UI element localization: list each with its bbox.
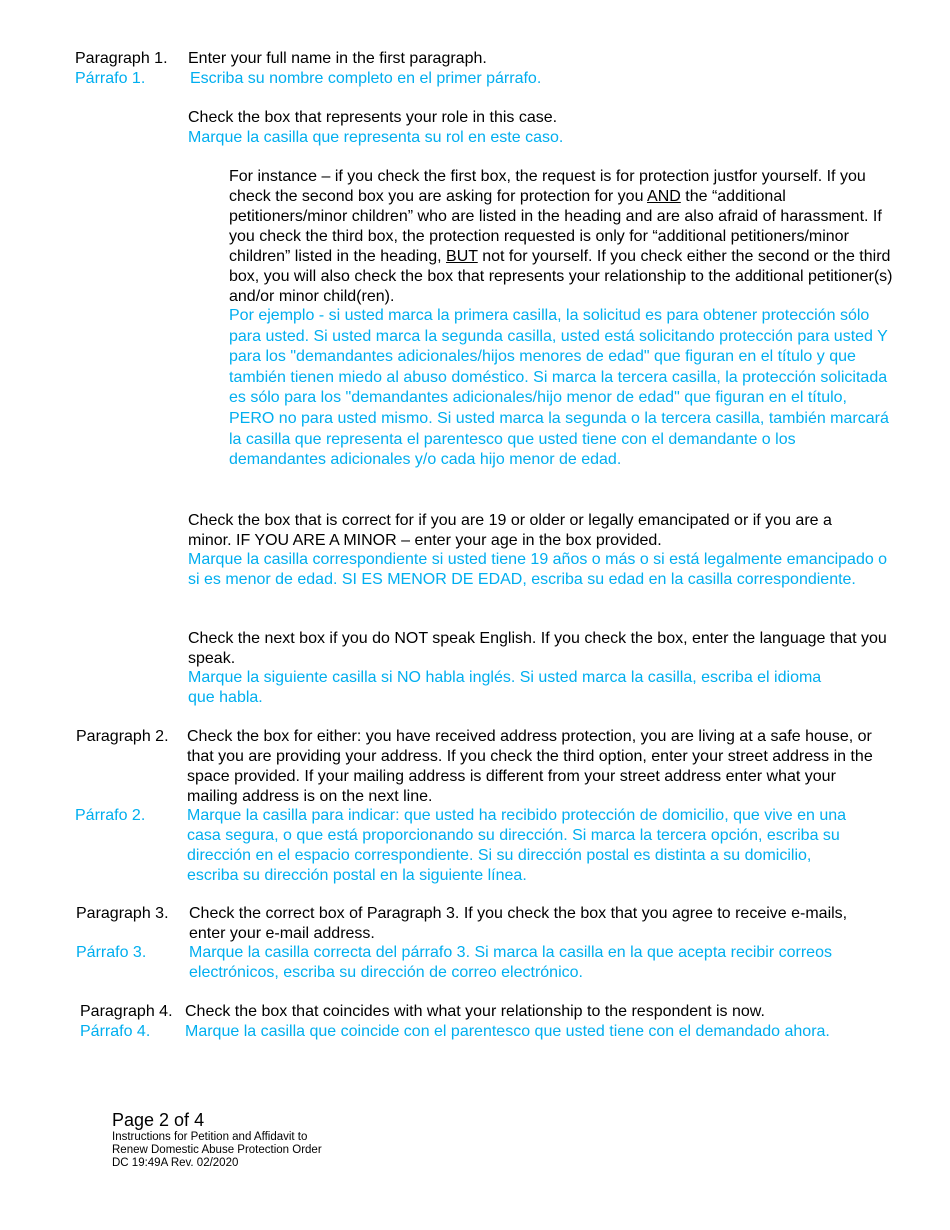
paragraph-4 [80,1002,910,1042]
age-text-es: Marque la casilla correspondiente si usted tiene 19 años o más o si está legalmente emancipado o si es menor de edad. SI ES MENOR DE EDAD, escriba su edad en la casilla correspondiente. [188,551,888,588]
paragraph-4-label-en: Paragraph 4. [80,1003,173,1020]
paragraph-1-text-es: Escriba su nombre completo en el primer párrafo. [190,70,542,87]
footer-line-2: Renew Domestic Abuse Protection Order [112,1144,322,1156]
paragraph-3-label-es: Párrafo 3. [76,944,147,961]
paragraph-2-label-es: Párrafo 2. [75,807,146,824]
paragraph-2-text-es: Marque la casilla para indicar: que usted ha recibido protección de domicilio, que vive en una casa segura, o que está proporcionando su dirección. Si marca la tercera opción, escriba su dirección en el espacio correspondiente. Si su dirección postal es distinta a su domicilio, escriba su dirección postal en la siguiente línea. [187,807,847,884]
paragraph-3-text-en: Check the correct box of Paragraph 3. If you check the box that you agree to receive e-mails, enter your e-mail address. [189,905,848,942]
paragraph-1-header [75,49,895,89]
paragraph-4-text-es: Marque la casilla que coincide con el parentesco que usted tiene con el demandado ahora. [185,1023,830,1040]
paragraph-1-label-es: Párrafo 1. [75,70,146,87]
instance-text-en: For instance – if you check the first box, the request is for protection justfor yourself. If you check the second box you are asking for protection for you AND the “additional petitioners/minor children” who are listed in the heading and are also afraid of harassment. If you check the third box, the protection requested is only for “additional petitioners/minor children” listed in the heading, BUT not for yourself. If you check either the second or the third box, you will also check the box that represents your relationship to the additional petitioner(s) and/or minor child(ren). [229,168,893,305]
role-instruction [188,108,888,148]
page-footer [112,1110,412,1170]
footer-line-1: Instructions for Petition and Affidavit to [112,1131,308,1143]
footer-line-3: DC 19:49A Rev. 02/2020 [112,1157,239,1169]
language-text-en: Check the next box if you do NOT speak English. If you check the box, enter the language that you speak. [188,630,887,667]
paragraph-1-text-en: Enter your full name in the first paragraph. [188,50,487,67]
instance-text-es: Por ejemplo - si usted marca la primera casilla, la solicitud es para obtener protección sólo para usted. Si usted marca la segunda casilla, usted está solicitando protección para usted Y para los "demandantes adicionales/hijos menores de edad" que figuran en el título y que también tienen miedo al abuso doméstico. Si marca la tercera casilla, la protección solicitada es sólo para los "demandantes adicionales/hijo menor de edad" que figuran en el título, PERO no para usted mismo. Si usted marca la segunda o la tercera casilla, también marcará la casilla que representa el parentesco que usted tiene con el demandante o los demandantes adicionales y/o cada hijo menor de edad. [229,307,889,469]
paragraph-4-text-en: Check the box that coincides with what your relationship to the respondent is now. [185,1003,765,1020]
paragraph-2-text-en: Check the box for either: you have received address protection, you are living at a safe house, or that you are providing your address. If you check the third option, enter your street address in the space provided. If your mailing address is different from your street address enter what your mailing address is on the next line. [187,728,873,805]
age-text-en: Check the box that is correct for if you are 19 or older or legally emancipated or if you are a minor. IF YOU ARE A MINOR – enter your age in the box provided. [188,512,832,549]
role-text-es: Marque la casilla que representa su rol en este caso. [188,129,564,146]
but-emphasis: BUT [446,248,478,265]
role-text-en: Check the box that represents your role in this case. [188,109,558,126]
paragraph-4-label-es: Párrafo 4. [80,1023,151,1040]
page-number: Page 2 of 4 [112,1110,205,1130]
paragraph-3-label-en: Paragraph 3. [76,905,169,922]
paragraph-3-text-es: Marque la casilla correcta del párrafo 3. Si marca la casilla en la que acepta recibir correos electrónicos, escriba su dirección de correo electrónico. [189,944,832,981]
paragraph-1-label-en: Paragraph 1. [75,50,168,67]
and-emphasis: AND [647,188,681,205]
language-text-es: Marque la siguiente casilla si NO habla inglés. Si usted marca la casilla, escriba el idioma que habla. [188,669,822,706]
paragraph-2-label-en: Paragraph 2. [76,728,169,745]
